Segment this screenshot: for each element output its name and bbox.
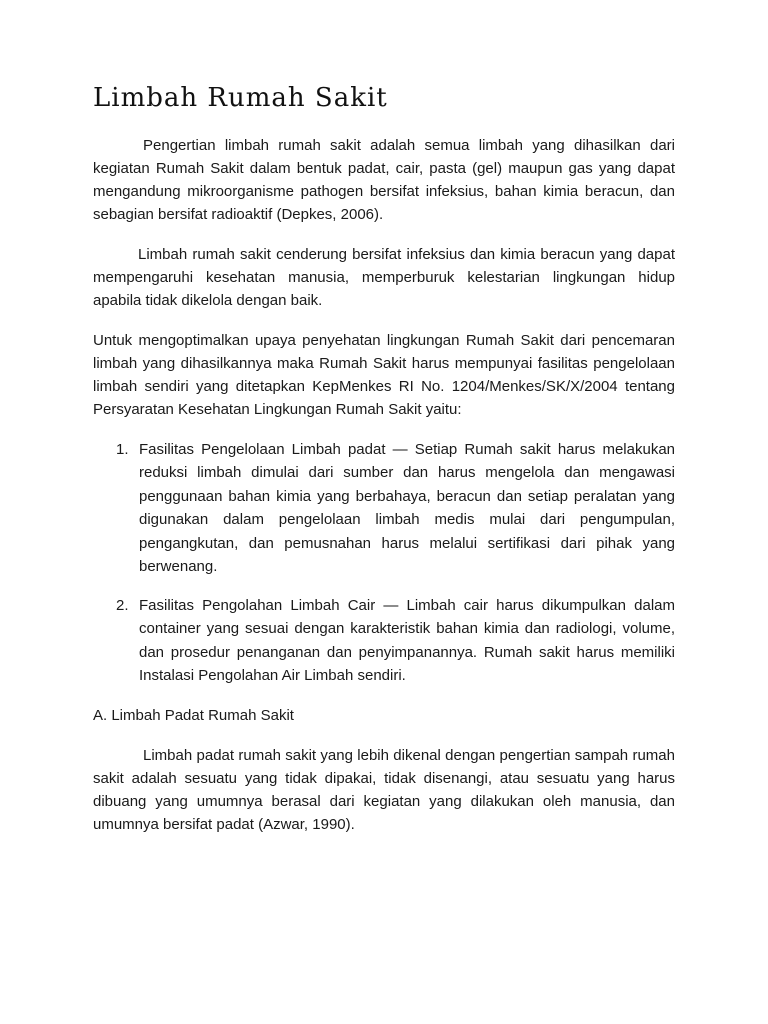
section-heading: A. Limbah Padat Rumah Sakit [93, 706, 294, 724]
list-item [116, 438, 675, 579]
paragraph-regulation: Untuk mengoptimalkan upaya penyehatan lingkungan Rumah Sakit dari pencemaran limbah yang dihasilkannya maka Rumah Sakit harus mempunyai fasilitas pengelolaan limbah sendiri yang ditetapkan KepMenkes RI No. 1204/Menkes/SK/X/2004 tentang Persyaratan Kesehatan Lingkungan Rumah Sakit yaitu: [93, 331, 675, 418]
list-item-text: Fasilitas Pengelolaan Limbah padat — Setiap Rumah sakit harus melakukan reduksi limbah dimulai dari sumber dan harus mengelola dan mengawasi penggunaan bahan kimia yang berbahaya, beracun dan setiap peralatan yang digunakan dalam pengelolaan limbah medis mulai dari pengumpulan, pengangkutan, dan pemusnahan harus melalui sertifikasi dari pihak yang berwenang. [139, 440, 675, 576]
paragraph-infectious: Limbah rumah sakit cenderung bersifat infeksius dan kimia beracun yang dapat mempengaruhi kesehatan manusia, memperburuk kelestarian lingkungan hidup apabila tidak dikelola dengan baik. [93, 245, 675, 309]
list-item [116, 594, 675, 688]
list-item-text: Fasilitas Pengolahan Limbah Cair — Limbah cair harus dikumpulkan dalam container yang sesuai dengan karakteristik bahan kimia dan radiologi, volume, dan prosedur penanganan dan penyimpanannya. Rumah sakit harus memiliki Instalasi Pengolahan Air Limbah sendiri. [139, 596, 675, 685]
document-page [93, 84, 675, 853]
facility-list [93, 438, 675, 688]
document-title: Limbah Rumah Sakit [93, 83, 388, 113]
list-item-number: 2. [116, 596, 129, 614]
list-item-number: 1. [116, 440, 129, 458]
paragraph-definition: Pengertian limbah rumah sakit adalah semua limbah yang dihasilkan dari kegiatan Rumah Sakit dalam bentuk padat, cair, pasta (gel) maupun gas yang dapat mengandung mikroorganisme pathogen bersifat infeksius, bahan kimia beracun, dan sebagian bersifat radioaktif (Depkes, 2006). [93, 136, 675, 223]
paragraph-solid-waste: Limbah padat rumah sakit yang lebih dikenal dengan pengertian sampah rumah sakit adalah sesuatu yang tidak dipakai, tidak disenangi, atau sesuatu yang harus dibuang yang umumnya berasal dari kegiatan yang dilakukan oleh manusia, dan umumnya bersifat padat (Azwar, 1990). [93, 746, 675, 833]
